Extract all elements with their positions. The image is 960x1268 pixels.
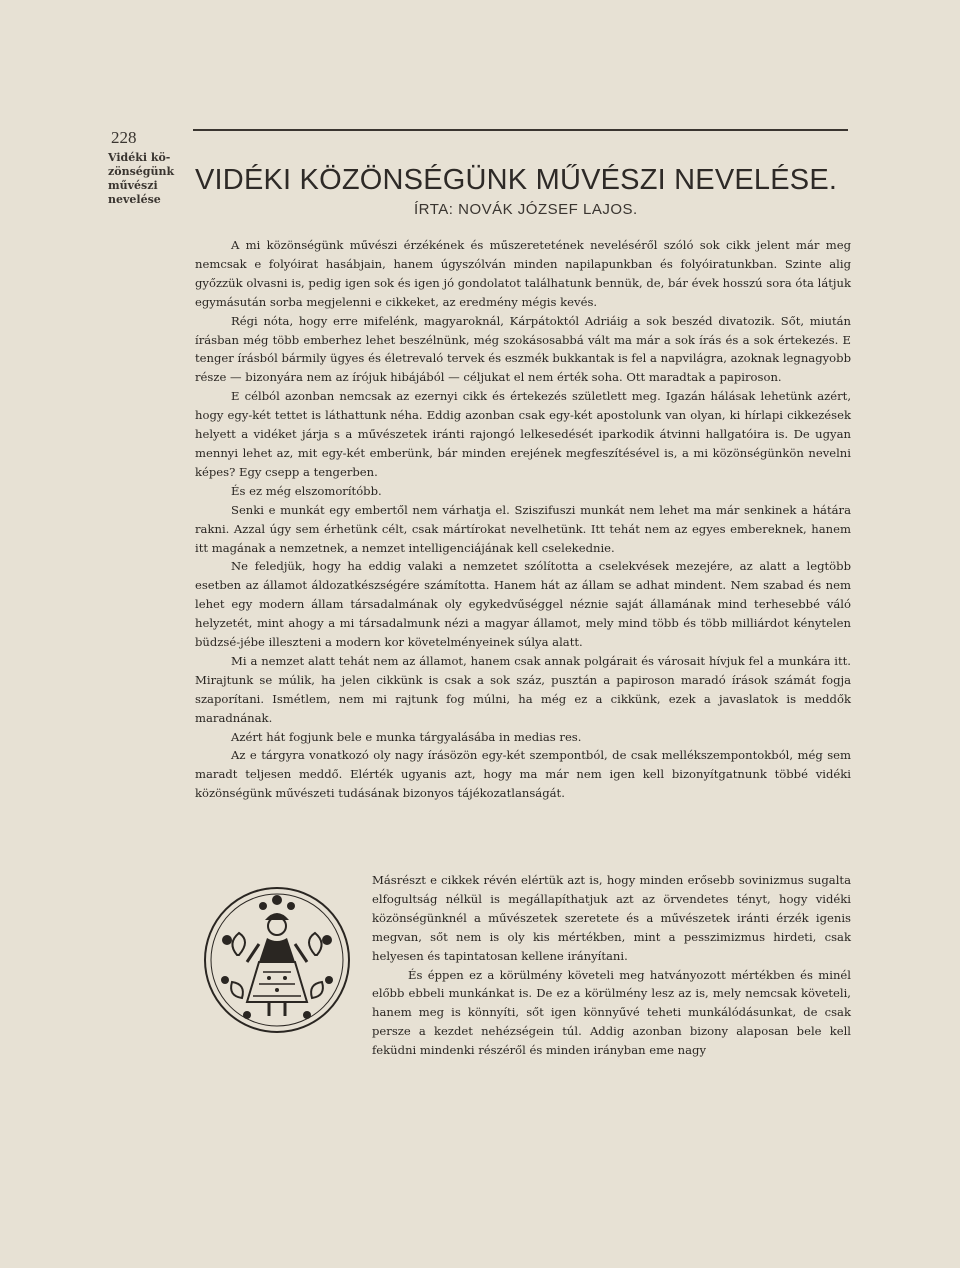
margin-note	[108, 151, 188, 207]
margin-note-line: zönségünk	[108, 165, 175, 178]
header-rule	[193, 129, 848, 131]
article-byline: ÍRTA: NOVÁK JÓZSEF LAJOS.	[414, 201, 638, 218]
margin-note-line: Vidéki kö-	[108, 151, 171, 164]
paragraph: És ez még elszomorítóbb.	[231, 483, 382, 498]
paragraph: Mi a nemzet alatt tehát nem az államot, hanem csak annak polgárait és városait hívjuk fel a munkára itt. Mirajtunk se múlik, ha jelen cikkünk is csak a sok száz, pusztán a papiroson maradó írások számát fogja szaporítani. Ismétlem, nem mi rajtunk fog múlni, ha még ez a cikkünk, ezek a javaslatok is meddők maradnának.	[195, 653, 851, 725]
article-title: VIDÉKI KÖZÖNSÉGÜNK MŰVÉSZI NEVELÉSE.	[195, 164, 838, 196]
paragraph: A mi közönségünk művészi érzékének és műszeretetének neveléséről szóló sok cikk jelent már meg nemcsak e folyóirat hasábjain, hanem úgyszólván minden napilapunkban és folyóiratunkban. Szinte alig győzzük olvasni is, pedig igen sok és igen jó gondolatot találhatunk bennük, de, bár évek hosszú sora óta látjuk egymásután sorba megjelenni e cikkeket, az eredmény mégis kevés.	[195, 238, 851, 309]
folk-ornament-illustration	[197, 880, 357, 1040]
margin-note-line: művészi	[108, 179, 158, 192]
page-number: 228	[111, 128, 137, 147]
paragraph: Senki e munkát egy embertől nem várhatja el. Sziszifuszi munkát nem lehet ma már senkinek a hátára rakni. Azzal úgy sem érhetünk célt, csak mártírokat nevelhetünk. Itt tehát nem az egyes embereknek, hanem itt magának a nemzetnek, a nemzet intelligenciájának kell cselekednie.	[195, 502, 851, 555]
article-body	[195, 236, 851, 803]
paragraph: És éppen ez a körülmény követeli meg hatványozott mértékben és minél előbb ebbeli munkánkat is. De ez a körülmény lesz az is, mely nemcsak követeli, hanem meg is könnyíti, sőt igen könnyűvé teheti munkálódásunkat, de csak persze a kezdet nehézségein túl. Addig azonban bizony alaposan bele kell feküdni mindenki részéről és minden irányban eme nagy	[372, 967, 851, 1058]
margin-note-line: nevelése	[108, 193, 161, 206]
paragraph: Az e tárgyra vonatkozó oly nagy írásözön egy-két szempontból, de csak mellékszempontokból, még sem maradt teljesen meddő. Elérték ugyanis azt, hogy ma már nem igen kell bizonyítgatnunk többé vidéki közönségünk művészeti tudásának bizonyos tájékozatlanságát.	[195, 748, 851, 801]
paragraph: Másrészt e cikkek révén elértük azt is, hogy minden erősebb sovinizmus sugalta elfogultság nélkül is megállapíthatjuk azt az örvendetes tényt, hogy vidéki közönségünknél a művészetek szeretete és a művészetek iránti érzék igenis megvan, sőt nem is oly kis mértékben, mint a pesszimizmus hirdeti, csak helyesen és tapintatosan kellene irányítani.	[372, 873, 851, 963]
paragraph: Ne feledjük, hogy ha eddig valaki a nemzetet szólította a cselekvések mezejére, az alatt a legtöbb esetben az államot áldozatkészségére számította. Hanem hát az állam se adhat mindent. Nem szabad és nem lehet egy modern állam társadalmának oly egykedvűséggel néznie saját államának mind terhesebbé váló helyzetét, mint ahogy a mi társadalmunk nézi a magyar államot, mely mind több és több milliárdot kénytelen büdzsé-jébe illeszteni a modern kor követelményeinek súlya alatt.	[195, 559, 851, 650]
paragraph: E célból azonban nemcsak az ezernyi cikk és értekezés születlett meg. Igazán hálásak lehetünk azért, hogy egy-két tettet is láthattunk néha. Eddig azonban csak egy-két apostolunk van olyan, ki hírlapi cikkezések helyett a vidéket járja s a művészetek iránti rajongó lelkesedését iparkodik átvinni hallgatóira is. De ugyan mennyi lehet az, mit egy-két emberünk, bár minden erejének megfeszítésével is, a mi közönségünkön nevelni képes? Egy csepp a tengerben.	[195, 389, 851, 479]
article-body-narrow	[372, 871, 851, 1060]
paragraph: Azért hát fogjunk bele e munka tárgyalásába in medias res.	[231, 729, 582, 744]
paragraph: Régi nóta, hogy erre mifelénk, magyaroknál, Kárpátoktól Adriáig a sok beszéd divatozik. Sőt, miután írásban még több emberhez lehet beszélnünk, még szokásosabbá vált ma már a sok írás és a sok értekezés. E tenger írásból bármily ügyes és életrevaló tervek és eszmék bukkantak is fel a napvilágra, azoknak legnagyobb része — bizonyára nem az írójuk hibájából — céljukat el nem érték soha. Ott maradtak a papiroson.	[195, 313, 851, 385]
